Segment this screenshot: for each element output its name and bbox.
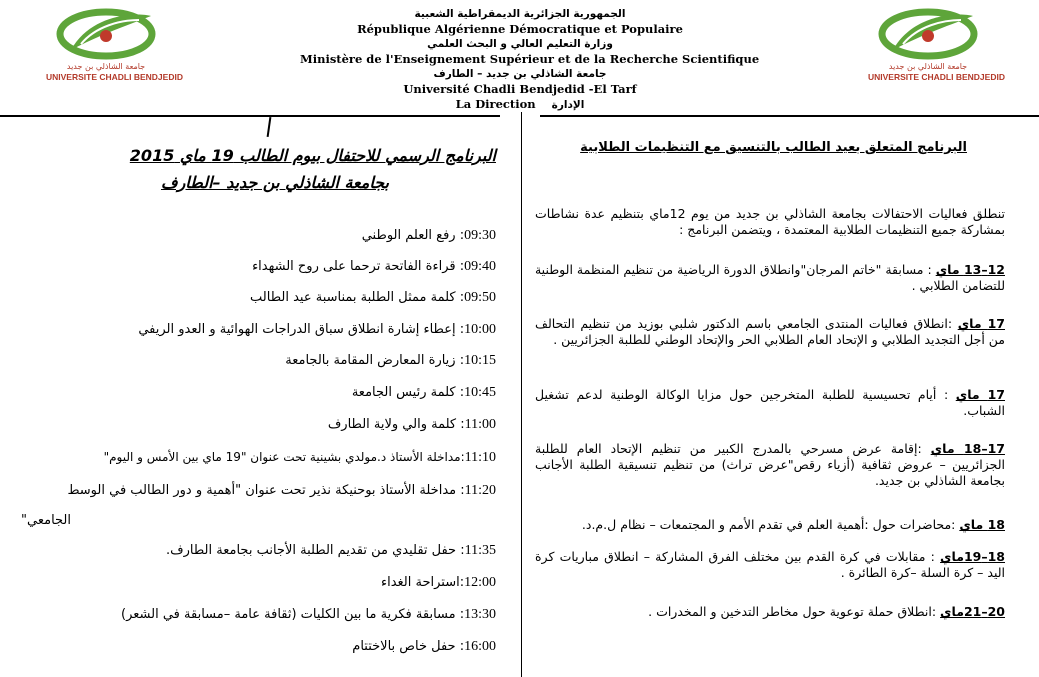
schedule-row: 10:15: زيارة المعارض المقامة بالجامعة <box>285 353 496 368</box>
program-text: :انطلاق فعاليات المنتدى الجامعي باسم الدكتور شلبي بوزيد من تنظيم التحالف من أجل التجديد الطلابي و الإتحاد العام الطلابي الحر والإتحاد الوطني للطلبة الجزائريين . <box>535 316 1005 347</box>
left-title-line2: بجامعة الشاذلي بن جديد –الطارف <box>160 173 389 192</box>
schedule-row: 16:00: حفل خاص بالاختتام <box>352 639 496 654</box>
schedule-time: 12:00 <box>464 575 496 590</box>
schedule-row: 09:40: قراءة الفاتحة ترحما على روح الشهداء <box>252 259 496 274</box>
header-university-arabic: جامعة الشاذلي بن جديد – الطارف <box>433 68 607 80</box>
logo-arabic-caption: جامعة الشاذلي بن جديد <box>888 62 968 71</box>
right-title: البرنامج المتعلق بعيد الطالب بالتنسيق مع التنظيمات الطلابية <box>580 140 967 155</box>
schedule-text: كلمة والي ولاية الطارف <box>327 417 457 432</box>
schedule-text: الجامعي" <box>21 513 71 528</box>
logo-latin-caption: UNIVERSITE CHADLI BENDJEDID <box>868 72 1005 82</box>
schedule-row: 12:00:استراحة الغداء <box>380 575 496 590</box>
program-date: 17–18 ماي <box>930 441 1005 456</box>
column-divider <box>521 112 522 677</box>
schedule-time: 09:40 <box>464 259 496 274</box>
header-republic-arabic: الجمهورية الجزائرية الديمقراطية الشعبية <box>414 8 626 20</box>
schedule-time: 11:20 <box>464 483 496 498</box>
schedule-text: مداخلة الأستاذ بوحنيكة نذير تحت عنوان "أهمية و دور الطالب في الوسط <box>67 483 457 498</box>
schedule-text: مسابقة فكرية ما بين الكليات (ثقافة عامة –مسابقة في الشعر) <box>121 607 456 622</box>
leaf-logo-icon <box>51 4 161 62</box>
program-item <box>535 387 1005 419</box>
university-logo-left <box>46 4 183 94</box>
program-date: 20–21ماي <box>940 604 1005 619</box>
schedule-text: حفل خاص بالاختتام <box>352 639 456 654</box>
program-item <box>535 441 1005 489</box>
university-logo-right <box>868 4 1005 94</box>
program-date: 17 ماي <box>957 316 1005 331</box>
header-direction <box>430 98 610 112</box>
header-rule-right <box>540 115 1039 117</box>
schedule-time: 10:00 <box>464 322 496 337</box>
header-direction-french: La Direction <box>455 97 536 111</box>
schedule-text: رفع العلم الوطني <box>361 228 456 243</box>
schedule-time: 11:35 <box>464 543 496 558</box>
schedule-row: 11:35: حفل تقليدي من تقديم الطلبة الأجانب بجامعة الطارف. <box>166 543 496 558</box>
schedule-time: 13:30 <box>464 607 496 622</box>
program-text: : مسابقة "خاتم المرجان"وانطلاق الدورة الرياضية من تنظيم المنظمة الوطنية للتضامن الطلابي . <box>534 262 1005 293</box>
schedule-text: قراءة الفاتحة ترحما على روح الشهداء <box>252 259 456 274</box>
schedule-time: 10:45 <box>464 385 496 400</box>
program-item <box>535 604 1005 620</box>
program-item <box>535 549 1005 581</box>
schedule-row: 10:00: إعطاء إشارة انطلاق سباق الدراجات الهوائية و العدو الريفي <box>138 322 496 337</box>
program-date: 18–19ماي <box>940 549 1005 564</box>
pen-mark <box>267 117 272 137</box>
logo-arabic-caption: جامعة الشاذلي بن جديد <box>66 62 146 71</box>
schedule-row: 13:30: مسابقة فكرية ما بين الكليات (ثقافة عامة –مسابقة في الشعر) <box>121 607 496 622</box>
program-item <box>535 517 1005 533</box>
schedule-text: كلمة ممثل الطلبة بمناسبة عيد الطالب <box>250 290 456 305</box>
schedule-row: 11:20: مداخلة الأستاذ بوحنيكة نذير تحت عنوان "أهمية و دور الطالب في الوسط <box>67 483 496 498</box>
program-text: : أيام تحسيسية للطلبة المتخرجين حول مزايا الوكالة الوطنية لدعم تشغيل الشباب. <box>535 387 1005 418</box>
schedule-time: 16:00 <box>464 639 496 654</box>
program-text: :إقامة عرض مسرحي بالمدرج الكبير من تنظيم الإتحاد العام للطلبة الجزائريين – عروض ثقافية (أزياء رقص"عرض تراث) من تنظيم تنسيقية الطلبة الأجانب بجامعة الشاذلي بن جديد. <box>535 441 1005 488</box>
program-item <box>535 316 1005 348</box>
left-title-line1: البرنامج الرسمي للاحتفال بيوم الطالب 19 ماي 2015 <box>129 146 496 165</box>
program-text: :محاضرات حول :أهمية العلم في تقدم الأمم و المجتمعات – نظام ل.م.د. <box>581 517 956 532</box>
schedule-row-continuation <box>21 513 71 528</box>
logo-latin-caption: UNIVERSITE CHADLI BENDJEDID <box>46 72 183 82</box>
header-ministry-arabic: وزارة التعليم العالي و البحث العلمي <box>427 38 613 50</box>
schedule-time: 11:10 <box>464 450 496 465</box>
schedule-row: 11:00: كلمة والي ولاية الطارف <box>327 417 496 432</box>
program-date: 12–13 ماي <box>935 262 1005 277</box>
schedule-text: إعطاء إشارة انطلاق سباق الدراجات الهوائية و العدو الريفي <box>138 322 456 337</box>
right-intro: تنطلق فعاليات الاحتفالات بجامعة الشاذلي بن جديد من يوم 12ماي بتنظيم عدة نشاطات بمشاركة جميع التنظيمات الطلابية المعتمدة ، ويتضمن البرنامج : <box>535 206 1005 237</box>
schedule-time: 11:00 <box>464 417 496 432</box>
schedule-time: 09:50 <box>464 290 496 305</box>
header-university-french: Université Chadli Bendjedid -El Tarf <box>403 82 637 96</box>
header-direction-arabic: الإدارة <box>551 99 585 111</box>
program-text: : مقابلات في كرة القدم بين مختلف الفرق المشاركة – انطلاق مباريات كرة اليد – كرة السلة –كرة الطائرة . <box>535 549 1005 580</box>
schedule-text: زيارة المعارض المقامة بالجامعة <box>285 353 456 368</box>
program-item <box>535 262 1005 294</box>
leaf-logo-icon <box>873 4 983 62</box>
header-ministry-french: Ministère de l'Enseignement Supérieur et de la Recherche Scientifique <box>300 52 760 66</box>
schedule-time: 10:15 <box>464 353 496 368</box>
schedule-row: 11:10:مداخلة الأستاذ د.مولدي بشينية تحت عنوان "19 ماي بين الأمس و اليوم" <box>103 450 496 465</box>
header-rule-left <box>0 115 500 117</box>
program-date: 17 ماي <box>955 387 1005 402</box>
schedule-text: مداخلة الأستاذ د.مولدي بشينية تحت عنوان "19 ماي بين الأمس و اليوم" <box>103 450 461 464</box>
schedule-row: 09:50: كلمة ممثل الطلبة بمناسبة عيد الطالب <box>250 290 496 305</box>
schedule-time: 09:30 <box>464 228 496 243</box>
schedule-text: كلمة رئيس الجامعة <box>351 385 456 400</box>
header-republic-french: République Algérienne Démocratique et Populaire <box>357 22 683 36</box>
schedule-row: 09:30: رفع العلم الوطني <box>361 228 496 243</box>
program-date: 18 ماي <box>959 517 1005 532</box>
schedule-row: 10:45: كلمة رئيس الجامعة <box>351 385 496 400</box>
schedule-text: حفل تقليدي من تقديم الطلبة الأجانب بجامعة الطارف. <box>166 543 457 558</box>
program-text: :انطلاق حملة توعوية حول مخاطر التدخين و المخدرات . <box>648 604 937 619</box>
schedule-text: استراحة الغداء <box>380 575 460 590</box>
